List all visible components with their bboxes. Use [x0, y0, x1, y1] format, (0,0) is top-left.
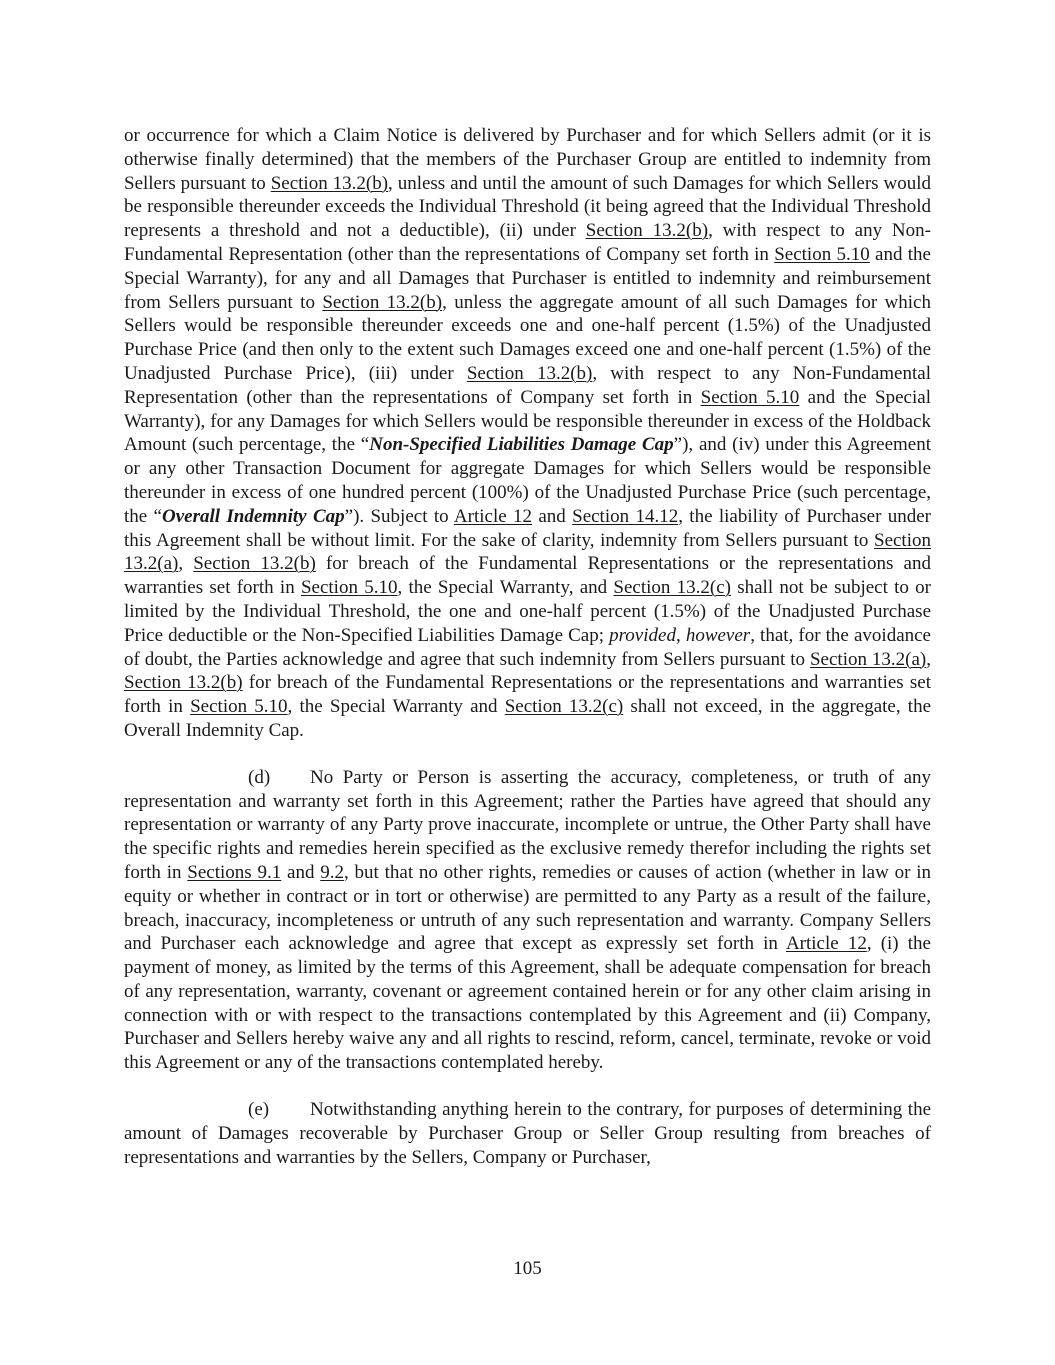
text-run: , with respect to any Non-Fundamental Representation (other than the representations of Company set forth in	[124, 220, 931, 265]
text-run: , unless the aggregate amount of all such Damages for which Sellers would be responsible thereunder exceeds one and one-half percent (1.5%) of the Unadjusted Purchase Price (and then only to the extent such Damages exceed one and one-half percent (1.5%) of the Unadjusted Purchase Price), (iii) under	[124, 291, 931, 384]
text-run: No Party or Person is asserting the accuracy, completeness, or truth of any representation and warranty set forth in this Agreement; rather the Parties have agreed that should any representation or warranty of any Party prove inaccurate, incomplete or untrue, the Other Party shall have the specific rights and remedies herein specified as the exclusive remedy therefor including the rights set forth in	[124, 766, 931, 883]
section-reference: Section 13.2(b)	[193, 553, 316, 575]
text-run: or occurrence for which a Claim Notice is delivered by Purchaser and for which Sellers admit (or it is otherwise finally determined) that the members of the Purchaser Group are entitled to indemnity from Sellers pursuant to	[124, 125, 931, 194]
italic-term: however	[685, 624, 751, 646]
section-reference: Section 13.2(b)	[466, 362, 593, 384]
section-reference: Section 5.10	[190, 696, 288, 718]
defined-term: Overall Indemnity Cap	[162, 505, 345, 527]
article-reference: Article 12	[453, 505, 532, 527]
defined-term: Non-Specified Liabilities Damage Cap	[369, 434, 674, 456]
section-reference: Section 13.2(c)	[504, 696, 624, 718]
section-reference: 9.2	[320, 861, 344, 883]
section-reference: Section 13.2(a)	[809, 648, 927, 670]
section-reference: Section 13.2(b)	[124, 672, 243, 694]
text-run: shall not be subject to or limited by the Individual Threshold, the one and one-half percent (1.5%) of the Unadjusted Purchase Price deductible or the Non-Specified Liabilities Damage Cap;	[124, 577, 931, 646]
text-run: and	[281, 861, 321, 883]
text-run: , the Special Warranty and	[287, 696, 505, 718]
text-run: shall not exceed, in the aggregate, the Overall Indemnity Cap.	[124, 696, 932, 741]
section-reference: Section 14.12	[572, 505, 679, 527]
text-run: , with respect to any Non-Fundamental Representation (other than the representations of Company set forth in	[124, 362, 931, 408]
subsection-label: (d)	[248, 766, 271, 788]
text-run: for breach of the Fundamental Representations or the representations and warranties set forth in	[124, 672, 931, 718]
section-reference: Section 13.2(b)	[270, 172, 389, 194]
text-run: , the liability of Purchaser under this Agreement shall be without limit. For the sake of clarity, indemnity from Sellers pursuant to	[124, 505, 931, 551]
page-number: 105	[513, 1258, 542, 1279]
subsection-label: (e)	[248, 1099, 270, 1121]
document-page	[124, 124, 931, 1169]
text-run: and the Special Warranty), for any Damages for which Sellers would be responsible thereunder in excess of the Holdback Amount (such percentage, the “	[124, 386, 931, 456]
section-reference: Section 13.2(c)	[613, 577, 731, 599]
section-reference: Section 5.10	[774, 243, 870, 265]
italic-term: provided	[609, 624, 676, 646]
text-run: , but that no other rights, remedies or causes of action (whether in law or in equity or whether in contract or in tort or otherwise) are permitted to any Party as a result of the failure, breach, inaccuracy, incompleteness or untruth of any such representation and warranty. Company Sellers and Purchaser each acknowledge and agree that except as expressly set forth in	[124, 861, 932, 955]
text-run: , that, for the avoidance of doubt, the Parties acknowledge and agree that such indemnity from Sellers pursuant to	[124, 624, 931, 670]
section-reference: Section 13.2(a)	[124, 529, 931, 575]
text-run: and	[532, 505, 573, 527]
text-run: ,	[675, 624, 686, 646]
text-run: Notwithstanding anything herein to the contrary, for purposes of determining the amount of Damages recoverable by Purchaser Group or Seller Group resulting from breaches of representations and warranties by the Sellers, Company or Purchaser,	[124, 1099, 931, 1168]
text-run: , (i) the payment of money, as limited by the terms of this Agreement, shall be adequate compensation for breach of any representation, warranty, covenant or agreement contained herein or for any other claim arising in connection with or with respect to the transactions contemplated by this Agreement and (ii) Company, Purchaser and Sellers hereby waive any and all rights to rescind, reform, cancel, terminate, revoke or void this Agreement or any of the transactions contemplated hereby.	[124, 933, 931, 1074]
text-run: , unless and until the amount of such Damages for which Sellers would be responsible thereunder exceeds the Individual Threshold (it being agreed that the Individual Threshold represents a threshold and not a deductible), (ii) under	[124, 172, 931, 242]
paragraph-d	[124, 766, 931, 1075]
text-run: , the Special Warranty, and	[397, 577, 614, 599]
section-reference: Section 13.2(b)	[322, 291, 443, 313]
article-reference: Article 12	[785, 933, 867, 955]
section-reference: Section 5.10	[700, 386, 800, 408]
text-run: ,	[178, 553, 194, 575]
section-reference: Section 5.10	[300, 577, 398, 599]
text-run: ”), and (iv) under this Agreement or any other Transaction Document for aggregate Damages for which Sellers would be responsible thereunder in excess of one hundred percent (100%) of the Unadjusted Purchase Price (such percentage, the “	[124, 434, 932, 527]
section-reference: Sections 9.1	[187, 861, 282, 883]
section-reference: Section 13.2(b)	[585, 220, 709, 242]
text-run: ”). Subject to	[344, 505, 454, 527]
paragraph-e	[124, 1098, 931, 1169]
text-run: for breach of the Fundamental Representations or the representations and warranties set forth in	[124, 553, 931, 599]
paragraph-continuation	[124, 124, 931, 743]
text-run: ,	[926, 648, 932, 670]
text-run: and the Special Warranty), for any and all Damages that Purchaser is entitled to indemnity and reimbursement from Sellers pursuant to	[124, 243, 931, 313]
